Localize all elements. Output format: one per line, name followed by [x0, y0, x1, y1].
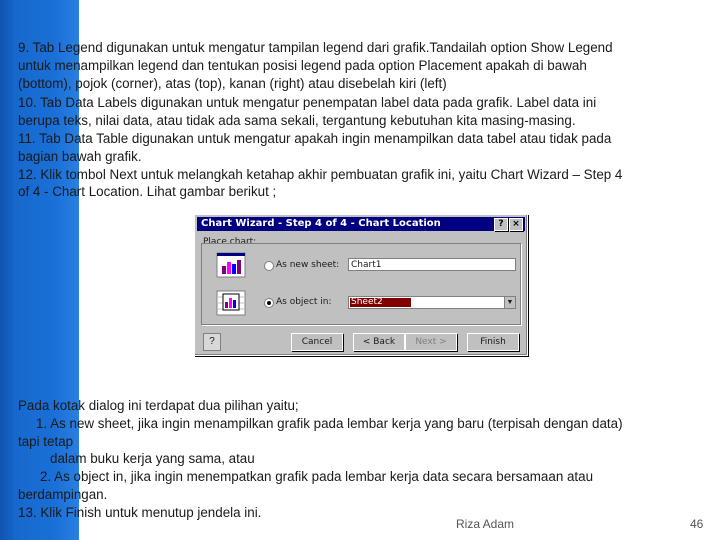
item-9-line-2: untuk menampilkan legend dan tentukan posisi legend pada option Placement apakah di bawah: [18, 57, 587, 73]
options-intro: Pada kotak dialog ini terdapat dua pilihan yaitu;: [18, 398, 299, 413]
object-in-chart-icon: [216, 290, 246, 316]
item-10-line-1: 10. Tab Data Labels digunakan untuk mengatur penempatan label data pada grafik. Label data ini: [18, 95, 597, 111]
item-9-line-3: (bottom), pojok (corner), atas (top), kanan (right) atau disebelah kiri (left): [18, 75, 447, 91]
dialog-title: Chart Wizard - Step 4 of 4 - Chart Location: [201, 218, 441, 229]
close-button[interactable]: ×: [509, 218, 523, 231]
instructions-top: [18, 39, 698, 201]
as-object-in-radio[interactable]: [264, 298, 274, 308]
finish-button[interactable]: Finish: [467, 333, 519, 351]
footer-author: Riza Adam: [456, 517, 515, 531]
item-9-line-1: 9. Tab Legend digunakan untuk mengatur tampilan legend dari grafik.Tandailah option Show Legend: [18, 40, 613, 55]
item-11-line-2: bagian bawah grafik.: [18, 148, 142, 164]
as-new-sheet-radio[interactable]: [264, 261, 274, 271]
new-sheet-name-input[interactable]: Chart1: [348, 258, 516, 271]
option-2-line-2: berdampingan.: [18, 486, 108, 502]
dialog-title-bar: [197, 217, 525, 231]
cancel-button[interactable]: Cancel: [291, 333, 343, 351]
option-1-line-2: tapi tetap: [18, 433, 74, 449]
as-object-in-label: As object in:: [276, 297, 332, 307]
next-button[interactable]: Next >: [405, 333, 457, 351]
chart-wizard-dialog: [194, 214, 528, 356]
object-in-select[interactable]: [348, 296, 516, 309]
place-chart-group: [201, 243, 521, 325]
help-button[interactable]: ?: [494, 218, 508, 231]
item-10-line-2: berupa teks, nilai data, atau tidak ada sama sekali, tergantung kebutuhan kita masing-masing.: [18, 113, 576, 129]
back-button[interactable]: < Back: [353, 333, 405, 351]
office-assistant-button[interactable]: ?: [203, 333, 221, 351]
item-12-line-1: 12. Klik tombol Next untuk melangkah ketahap akhir pembuatan grafik ini, yaitu Chart Wizard – Step 4: [18, 166, 623, 182]
dropdown-arrow-icon[interactable]: ▼: [504, 297, 515, 308]
page-number: 46: [690, 517, 704, 531]
object-in-selected-value: Sheet2: [350, 298, 411, 307]
item-13-line: 13. Klik Finish untuk menutup jendela ini.: [18, 504, 262, 520]
item-12-line-2: of 4 - Chart Location. Lihat gambar berikut ;: [18, 184, 277, 200]
instructions-bottom: [18, 397, 698, 522]
side-band-shade: [0, 0, 14, 540]
place-chart-label: Place chart:: [203, 237, 257, 247]
option-1-line-3: dalam buku kerja yang sama, atau: [50, 451, 255, 467]
option-2-line-1: 2. As object in, jika ingin menempatkan grafik pada lembar kerja data secara bersamaan atau: [40, 469, 594, 485]
new-sheet-chart-icon: [216, 252, 246, 278]
as-new-sheet-label: As new sheet:: [276, 260, 340, 270]
option-1-line-1: 1. As new sheet, jika ingin menampilkan grafik pada lembar kerja yang baru (terpisah dengan data): [36, 415, 623, 431]
item-11-line-1: 11. Tab Data Table digunakan untuk mengatur apakah ingin menampilkan data tabel atau tidak pada: [18, 130, 612, 146]
